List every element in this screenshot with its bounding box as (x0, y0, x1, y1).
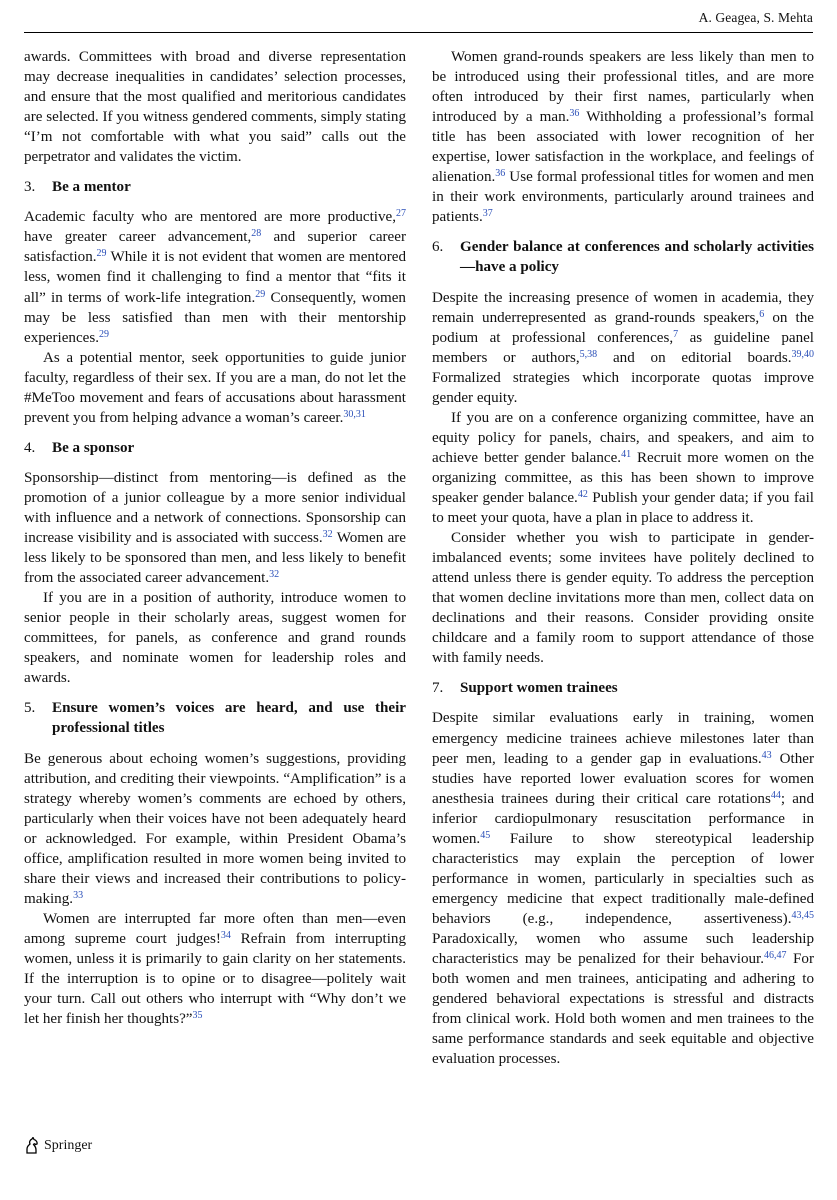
reference-link[interactable]: 39,40 (791, 348, 814, 360)
section-number: 4. (24, 439, 36, 456)
right-column (432, 47, 814, 1069)
section-heading (432, 678, 814, 698)
body-paragraph (24, 749, 406, 909)
section-title: Be a mentor (52, 179, 131, 196)
reference-link[interactable]: 42 (577, 488, 588, 500)
reference-link[interactable]: 41 (621, 448, 632, 460)
paragraph-text: and on editorial boards. (597, 349, 792, 366)
body-paragraph (432, 708, 814, 1069)
paragraph-text: Be generous about echoing women’s suggestions, providing attribution, and crediting their viewpoints. “Amplification” is a strategy whereby women’s comments are echoed by others, particularly when their voices have not been adequately heard or acknowledged. For example, within President Obama’s office, amplification resulted in more women being invited to share their views and increased their contributions to policy-making. (24, 750, 406, 907)
reference-link[interactable]: 29 (99, 328, 110, 340)
header-rule (24, 32, 813, 33)
paragraph-text: Consequently, women may be less satisfied than men with their mentorship experiences. (24, 289, 406, 346)
body-paragraph (24, 348, 406, 428)
paragraph-text: Academic faculty who are mentored are more productive, (24, 209, 396, 226)
section-number: 7. (432, 680, 444, 697)
reference-link[interactable]: 7 (673, 328, 679, 340)
section-heading (24, 438, 406, 458)
reference-link[interactable]: 43 (761, 749, 772, 761)
paragraph-text: Recruit more women on the organizing committee, as this has been shown to improve speaker gender balance. (432, 449, 814, 506)
section-heading (432, 237, 814, 277)
paragraph-text: Women are less likely to be sponsored than men, and less likely to benefit from the associated career advancement. (24, 530, 406, 587)
paragraph-text: Sponsorship—distinct from mentoring—is defined as the promotion of a junior colleague by a more senior individual with influence and a network of connections. Sponsorship can increase visibility and is associated with success. (24, 469, 406, 547)
reference-link[interactable]: 45 (480, 829, 491, 841)
section-title: Gender balance at conferences and scholarly activities—have a policy (460, 239, 814, 276)
reference-link[interactable]: 27 (396, 208, 406, 220)
section-title: Ensure women’s voices are heard, and use their professional titles (52, 700, 406, 737)
paragraph-text: For both women and men trainees, anticipating and adhering to gendered behavioral expectations is stressful and distracts from clinical work. Hold both women and men trainees to the same performance standards and seek equitable and objective evaluation processes. (432, 951, 814, 1068)
paragraph-text: Failure to show stereotypical leadership characteristics may explain the perception of lower performance in women, particularly in specialties such as emergency medicine that expect traditionally male-defined behaviors (e.g., independence, assertiveness). (432, 830, 814, 927)
reference-link[interactable]: 36 (495, 168, 506, 180)
paragraph-text: Withholding a professional’s formal title has been associated with lower recognition of her expertise, lower satisfaction in the workplace, and feelings of alienation. (432, 109, 815, 186)
section-title: Support women trainees (460, 680, 618, 697)
reference-link[interactable]: 46,47 (764, 950, 787, 962)
section-number: 6. (432, 239, 444, 256)
paragraph-text: on the podium at professional conferences, (432, 309, 814, 346)
reference-link[interactable]: 44 (770, 789, 781, 801)
paragraph-text: Publish your gender data; if you fail to meet your quota, have a plan in place to address it. (432, 489, 815, 527)
body-paragraph (24, 909, 406, 1029)
reference-link[interactable]: 29 (255, 288, 266, 300)
paragraph-text: ; and inferior cardiopulmonary resuscitation performance in women. (432, 790, 814, 847)
paragraph-text: Use formal professional titles for women and men in their work environments, particularly around trainees and patients. (432, 169, 814, 226)
paragraph-text: have greater career advancement, (24, 229, 252, 246)
body-paragraph (432, 528, 814, 668)
reference-link[interactable]: 37 (482, 208, 493, 220)
paragraph-text: Consider whether you wish to participate in gender-imbalanced events; some invitees have politely declined to attend unless there is gender equity. To address the perception that women decline invitations more than men, collect data on declinations and their reasons. Consider providing onsite childcare and a family room to support attendance of those with family needs. (432, 530, 814, 667)
body-paragraph (432, 47, 814, 227)
paragraph-text: As a potential mentor, seek opportunities to guide junior faculty, regardless of their sex. If you are a man, do not let the #MeToo movement and fears of accusations about harassment prevent you from helping advance a woman’s career. (24, 349, 406, 426)
paragraph-text: Women grand-rounds speakers are less likely than men to be introduced using their professional titles, and are more often introduced by their first names, particularly when introduced by a man. (432, 49, 814, 126)
paragraph-text: Despite similar evaluations early in training, women emergency medicine trainees achieve milestones later than peer men, leading to a gender gap in evaluations. (432, 710, 814, 767)
reference-link[interactable]: 32 (269, 569, 280, 581)
paragraph-text: Despite the increasing presence of women in academia, they remain underrepresented as grand-rounds speakers, (432, 289, 814, 326)
footer (24, 1137, 92, 1154)
section-title: Be a sponsor (52, 439, 135, 456)
reference-link[interactable]: 5,38 (579, 348, 598, 360)
body-paragraph (24, 47, 406, 167)
body-paragraph (24, 468, 406, 588)
section-number: 5. (24, 700, 36, 717)
reference-link[interactable]: 35 (192, 1010, 203, 1022)
reference-link[interactable]: 30,31 (343, 408, 366, 420)
reference-link[interactable]: 36 (569, 108, 580, 120)
springer-horse-icon (24, 1137, 40, 1154)
section-heading (24, 698, 406, 738)
reference-link[interactable]: 34 (220, 929, 231, 941)
reference-link[interactable]: 6 (759, 308, 765, 320)
reference-link[interactable]: 28 (251, 228, 262, 240)
paragraph-text: Formalized strategies which incorporate quotas improve gender equity. (432, 369, 814, 406)
running-head-authors: A. Geagea, S. Mehta (698, 10, 813, 25)
reference-link[interactable]: 33 (73, 889, 84, 901)
section-heading (24, 177, 406, 197)
section-number: 3. (24, 179, 36, 196)
paragraph-text: as guideline panel members or authors, (432, 329, 815, 366)
publisher-name: Springer (44, 1137, 93, 1153)
paragraph-text: Paradoxically, women who assume such leadership characteristics may be penalized for their behaviour. (432, 930, 814, 968)
paragraph-text: If you are on a conference organizing committee, have an equity policy for panels, chairs, and speakers, and aim to achieve better gender balance. (432, 409, 814, 466)
paragraph-text: Other studies have reported lower evaluation scores for women anesthesia trainees during their critical care rotations (432, 750, 814, 807)
paragraph-text: While it is not evident that women are mentored less, women find it challenging to find a mentor that “fits it all” in terms of work-life integration. (24, 249, 406, 306)
reference-link[interactable]: 29 (96, 248, 107, 260)
body-paragraph (24, 588, 406, 688)
reference-link[interactable]: 32 (322, 529, 333, 541)
body-paragraph (432, 408, 814, 528)
paragraph-text: Refrain from interrupting women, unless it is primarily to gain clarity on her statements. If the interruption is to opine or to disagree—politely wait your turn. Call out others who interrupt with “Why don’t we let her finish her thoughts?” (24, 930, 407, 1028)
paragraph-text: and superior career satisfaction. (24, 229, 406, 266)
reference-link[interactable]: 43,45 (791, 909, 814, 921)
body-paragraph (432, 288, 814, 408)
paragraph-text: awards. Committees with broad and diverse representation may decrease inequalities in candidates’ selection processes, and ensure that the most qualified and meritorious candidates are selected. If you witness gendered comments, simply stating “I’m not comfortable with what you said” calls out the perpetrator and validates the victim. (24, 49, 406, 166)
body-paragraph (24, 207, 406, 347)
paragraph-text: If you are in a position of authority, introduce women to senior people in their scholarly areas, suggest women for committees, for panels, as conference and grand rounds speakers, and nominate women for leadership roles and awards. (24, 590, 406, 687)
left-column (24, 47, 406, 1029)
paragraph-text: Women are interrupted far more often than men—even among supreme court judges! (24, 910, 406, 947)
